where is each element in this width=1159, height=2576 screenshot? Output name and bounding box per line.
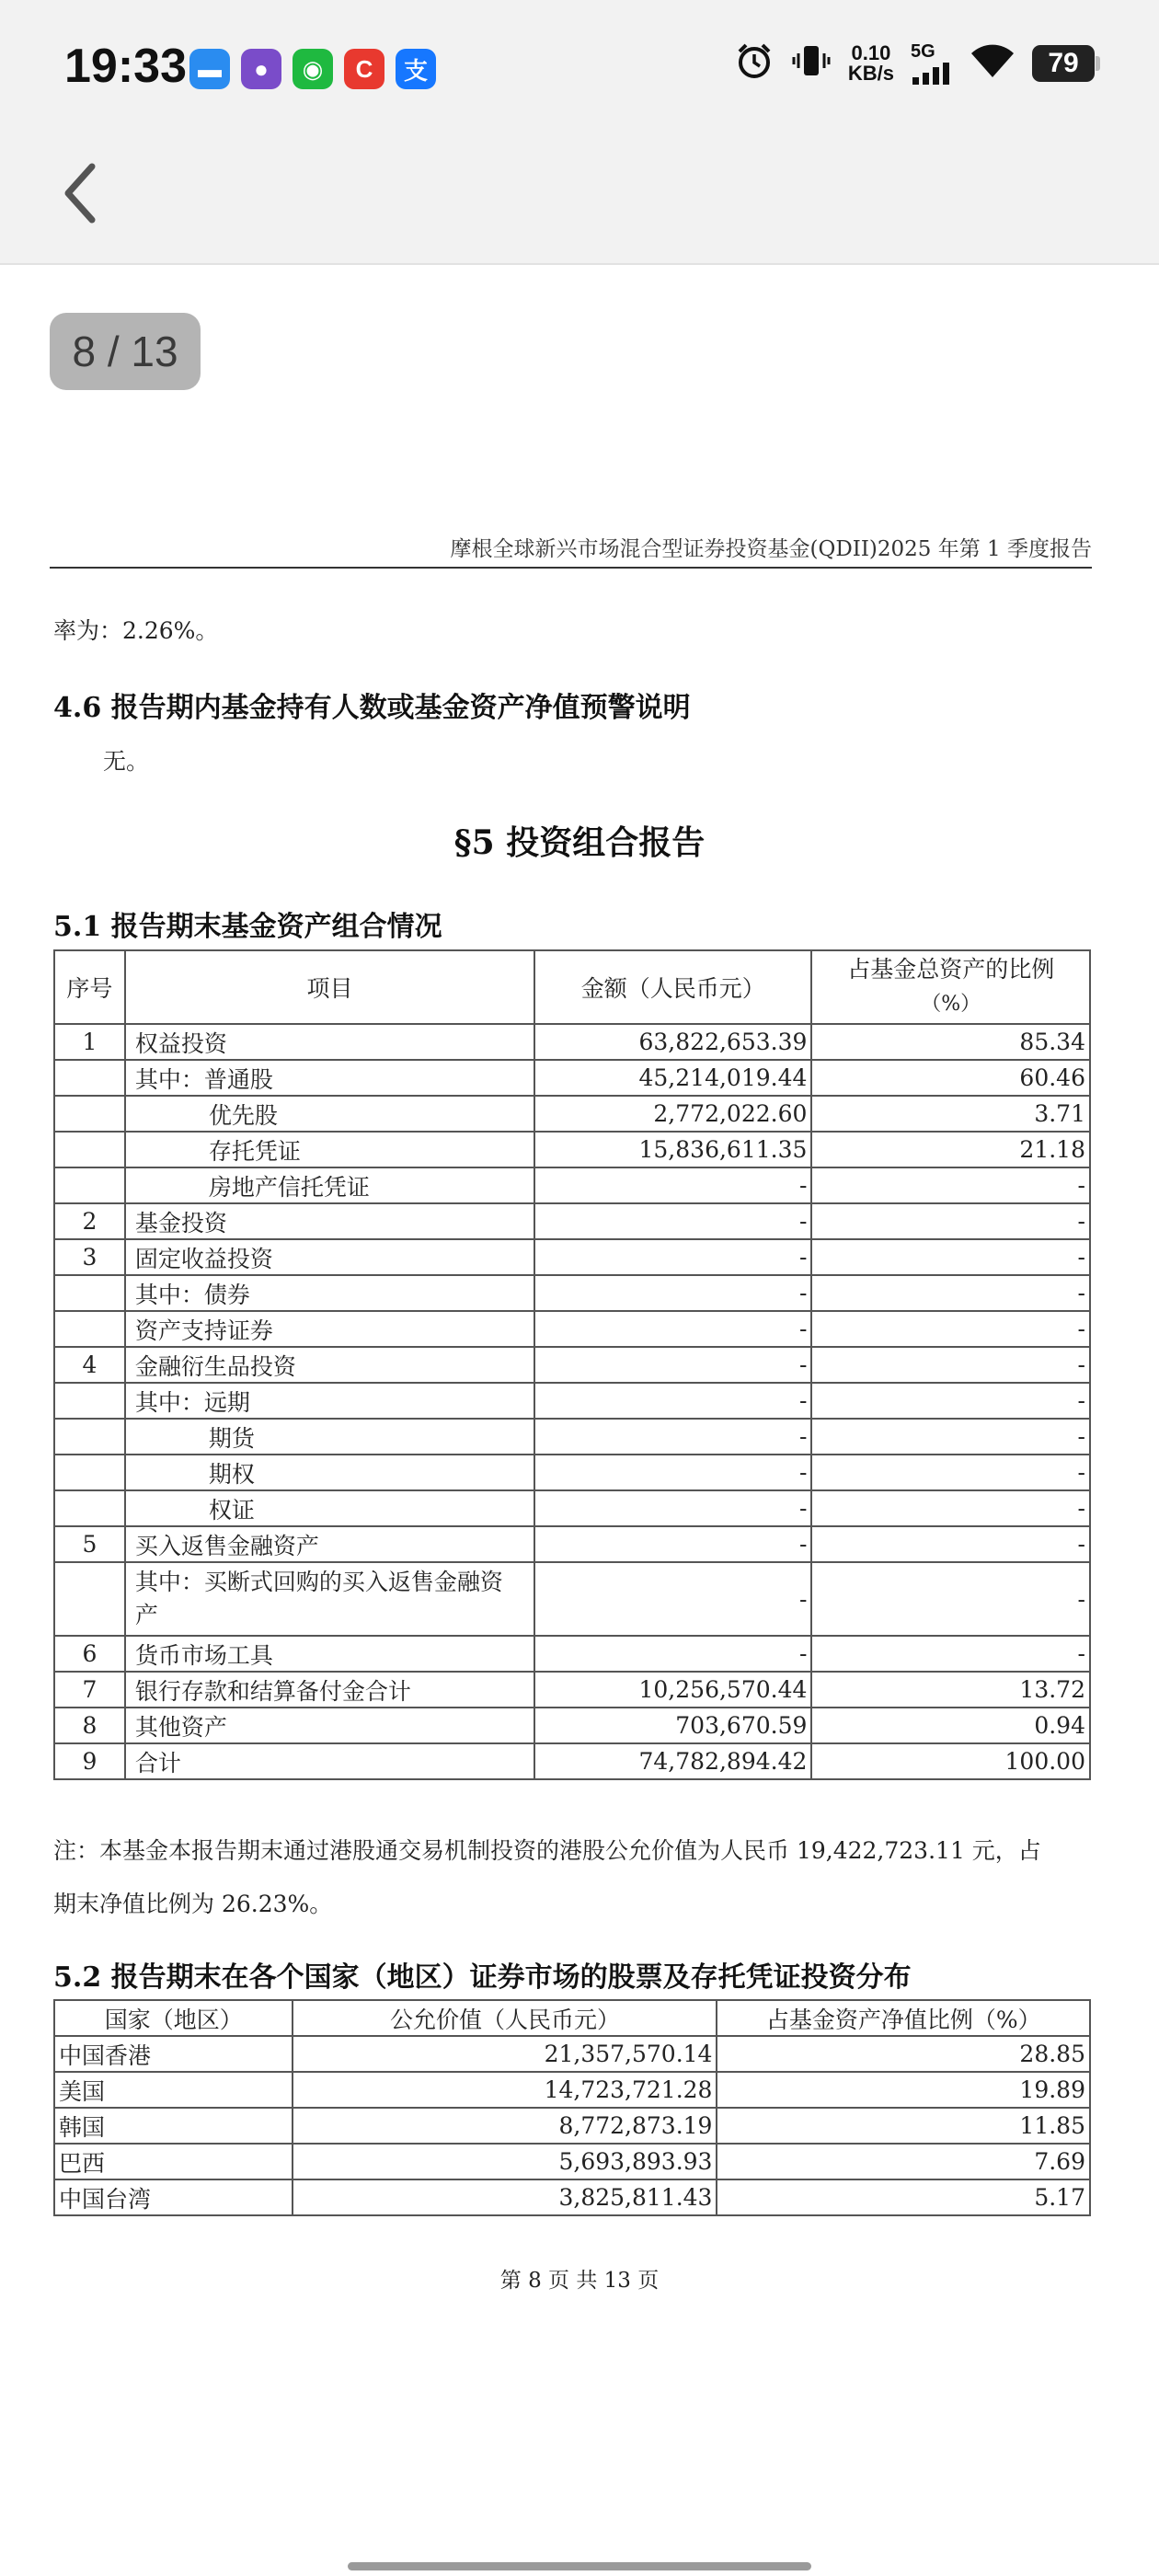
row-seq: 7 [54, 1672, 125, 1708]
row-ratio: 21.18 [811, 1132, 1090, 1167]
row-ratio: - [811, 1455, 1090, 1490]
row-seq [54, 1383, 125, 1419]
row-item: 权证 [125, 1490, 534, 1526]
row-seq: 1 [54, 1024, 125, 1060]
row-ratio: 60.46 [811, 1060, 1090, 1096]
table-row [54, 1096, 1090, 1132]
row-nav-ratio: 28.85 [717, 2036, 1090, 2072]
row-ratio: - [811, 1311, 1090, 1347]
row-amount: 15,836,611.35 [534, 1132, 811, 1167]
row-seq [54, 1419, 125, 1455]
table-row [54, 1132, 1090, 1167]
row-ratio: 100.00 [811, 1743, 1090, 1779]
row-item [125, 1562, 534, 1636]
row-country: 美国 [54, 2072, 293, 2108]
alipay-app-icon: 支 [396, 49, 436, 89]
row-amount: 63,822,653.39 [534, 1024, 811, 1060]
row-nav-ratio: 11.85 [717, 2108, 1090, 2144]
row-fair-value: 5,693,893.93 [293, 2144, 717, 2179]
table-row [54, 1347, 1090, 1383]
row-amount: - [534, 1203, 811, 1239]
game-app-icon: ● [241, 49, 281, 89]
row-ratio: - [811, 1239, 1090, 1275]
row-seq [54, 1562, 125, 1636]
table-row [54, 1636, 1090, 1672]
column-header-ratio-line2: （%） [921, 993, 981, 1016]
table-header-row [54, 2000, 1090, 2036]
vibrate-icon [791, 40, 832, 86]
row-seq [54, 1167, 125, 1203]
row-amount: - [534, 1419, 811, 1455]
table-header-row [54, 950, 1090, 1024]
row-item-line2: 产 [134, 1602, 158, 1628]
status-bar [0, 0, 1159, 138]
notification-app-icons [189, 49, 436, 89]
row-seq: 6 [54, 1636, 125, 1672]
table-row [54, 1419, 1090, 1455]
column-header-country: 国家（地区） [54, 2000, 293, 2036]
table-row [54, 2179, 1090, 2215]
table-row [54, 1383, 1090, 1419]
row-ratio: - [811, 1526, 1090, 1562]
row-country: 中国台湾 [54, 2179, 293, 2215]
row-amount: - [534, 1167, 811, 1203]
red-c-app-icon: C [344, 49, 384, 89]
table-row [54, 1526, 1090, 1562]
row-seq: 8 [54, 1708, 125, 1743]
table-row [54, 2072, 1090, 2108]
row-amount: - [534, 1455, 811, 1490]
cellular-signal [911, 41, 953, 85]
row-seq [54, 1132, 125, 1167]
header-divider [50, 567, 1092, 569]
network-speed [847, 40, 894, 85]
row-ratio: 3.71 [811, 1096, 1090, 1132]
wechat-app-icon: ◉ [293, 49, 333, 89]
wifi-icon [970, 42, 1016, 84]
alarm-icon [734, 40, 775, 86]
row-item: 基金投资 [125, 1203, 534, 1239]
row-seq: 3 [54, 1239, 125, 1275]
note-line-2: 期末净值比例为 26.23%。 [53, 1891, 333, 1917]
table-row [54, 1455, 1090, 1490]
row-nav-ratio: 19.89 [717, 2072, 1090, 2108]
row-fair-value: 8,772,873.19 [293, 2108, 717, 2144]
row-ratio: 13.72 [811, 1672, 1090, 1708]
row-amount: 45,214,019.44 [534, 1060, 811, 1096]
row-country: 巴西 [54, 2144, 293, 2179]
signal-bars-icon [911, 63, 953, 85]
table-row [54, 1024, 1090, 1060]
row-seq: 5 [54, 1526, 125, 1562]
battery-indicator: 79 [1032, 45, 1095, 82]
row-item: 银行存款和结算备付金合计 [125, 1672, 534, 1708]
row-item: 货币市场工具 [125, 1636, 534, 1672]
column-header-ratio-line1: 占基金总资产的比例 [847, 956, 1055, 983]
row-amount: 10,256,570.44 [534, 1672, 811, 1708]
row-amount: - [534, 1275, 811, 1311]
row-ratio: - [811, 1562, 1090, 1636]
status-time: 19:33 [64, 40, 187, 93]
row-seq [54, 1490, 125, 1526]
row-seq: 9 [54, 1743, 125, 1779]
table-row [54, 1060, 1090, 1096]
row-ratio: 0.94 [811, 1708, 1090, 1743]
row-seq [54, 1311, 125, 1347]
row-fair-value: 14,723,721.28 [293, 2072, 717, 2108]
asset-allocation-table [53, 949, 1091, 1780]
row-ratio: - [811, 1167, 1090, 1203]
row-item: 资产支持证券 [125, 1311, 534, 1347]
column-header-amount: 金额（人民币元） [534, 950, 811, 1024]
table-row [54, 1562, 1090, 1636]
row-amount: 2,772,022.60 [534, 1096, 811, 1132]
row-nav-ratio: 5.17 [717, 2179, 1090, 2215]
system-icons [734, 40, 1095, 86]
row-item: 其中：普通股 [125, 1060, 534, 1096]
row-amount: - [534, 1383, 811, 1419]
row-seq [54, 1096, 125, 1132]
column-header-seq: 序号 [54, 950, 125, 1024]
note-line-1: 注：本基金本报告期末通过港股通交易机制投资的港股公允价值为人民币 19,422,723.11 元，占 [53, 1837, 1041, 1864]
row-amount: - [534, 1347, 811, 1383]
row-ratio: - [811, 1419, 1090, 1455]
chevron-left-icon [59, 161, 99, 225]
row-amount: - [534, 1526, 811, 1562]
section-5-title: §5 投资组合报告 [453, 823, 706, 862]
document-header: 摩根全球新兴市场混合型证券投资基金(QDII)2025 年第 1 季度报告 [450, 537, 1092, 561]
section-4-6-title: 4.6 报告期内基金持有人数或基金资产净值预警说明 [53, 692, 691, 724]
row-item: 其中：远期 [125, 1383, 534, 1419]
back-button[interactable] [52, 155, 107, 232]
row-amount: 703,670.59 [534, 1708, 811, 1743]
page-indicator: 8 / 13 [50, 313, 201, 390]
column-header-nav-ratio: 占基金资产净值比例（%） [717, 2000, 1090, 2036]
row-country: 韩国 [54, 2108, 293, 2144]
row-item: 金融衍生品投资 [125, 1347, 534, 1383]
table-row [54, 1311, 1090, 1347]
country-distribution-table [53, 1999, 1091, 2216]
asset-allocation-table-body [54, 950, 1090, 1779]
row-item: 固定收益投资 [125, 1239, 534, 1275]
row-item-line1: 其中：买断式回购的买入返售金融资 [134, 1569, 503, 1595]
row-item: 优先股 [125, 1096, 534, 1132]
row-fair-value: 21,357,570.14 [293, 2036, 717, 2072]
row-item: 买入返售金融资产 [125, 1526, 534, 1562]
row-item: 合计 [125, 1743, 534, 1779]
network-speed-value: 0.10 [851, 40, 891, 64]
table-row [54, 2108, 1090, 2144]
column-header-ratio [811, 950, 1090, 1024]
section-5-2-title: 5.2 报告期末在各个国家（地区）证券市场的股票及存托凭证投资分布 [53, 1961, 912, 1994]
row-amount: 74,782,894.42 [534, 1743, 811, 1779]
top-bar [0, 0, 1159, 265]
row-seq [54, 1275, 125, 1311]
section-4-6-text: 无。 [103, 748, 150, 775]
network-speed-unit: KB/s [847, 61, 894, 85]
row-country: 中国香港 [54, 2036, 293, 2072]
table-row [54, 1490, 1090, 1526]
country-distribution-table-body [54, 2000, 1090, 2215]
row-item: 存托凭证 [125, 1132, 534, 1167]
row-seq: 4 [54, 1347, 125, 1383]
table-row [54, 1672, 1090, 1708]
row-amount: - [534, 1562, 811, 1636]
row-item: 权益投资 [125, 1024, 534, 1060]
table-row [54, 1743, 1090, 1779]
row-item: 其他资产 [125, 1708, 534, 1743]
row-ratio: - [811, 1203, 1090, 1239]
row-ratio: - [811, 1636, 1090, 1672]
row-amount: - [534, 1490, 811, 1526]
row-amount: - [534, 1311, 811, 1347]
table-row [54, 1167, 1090, 1203]
column-header-fair-value: 公允价值（人民币元） [293, 2000, 717, 2036]
table-row [54, 1708, 1090, 1743]
row-ratio: - [811, 1347, 1090, 1383]
row-amount: - [534, 1636, 811, 1672]
row-seq [54, 1060, 125, 1096]
row-seq [54, 1455, 125, 1490]
table-row [54, 1239, 1090, 1275]
message-app-icon: ▬ [189, 49, 230, 89]
table-row [54, 1275, 1090, 1311]
home-indicator[interactable] [348, 2562, 811, 2570]
row-amount: - [534, 1239, 811, 1275]
row-ratio: 85.34 [811, 1024, 1090, 1060]
row-nav-ratio: 7.69 [717, 2144, 1090, 2179]
row-item: 期货 [125, 1419, 534, 1455]
row-fair-value: 3,825,811.43 [293, 2179, 717, 2215]
network-type: 5G [911, 41, 935, 62]
section-5-1-title: 5.1 报告期末基金资产组合情况 [53, 911, 442, 943]
page-footer: 第 8 页 共 13 页 [499, 2269, 660, 2293]
table-row [54, 2036, 1090, 2072]
column-header-item: 项目 [125, 950, 534, 1024]
row-item: 期权 [125, 1455, 534, 1490]
row-ratio: - [811, 1275, 1090, 1311]
table-row [54, 1203, 1090, 1239]
row-ratio: - [811, 1490, 1090, 1526]
row-item: 其中：债券 [125, 1275, 534, 1311]
body-text-line: 率为：2.26%。 [53, 617, 219, 644]
row-seq: 2 [54, 1203, 125, 1239]
table-row [54, 2144, 1090, 2179]
row-item: 房地产信托凭证 [125, 1167, 534, 1203]
row-ratio: - [811, 1383, 1090, 1419]
